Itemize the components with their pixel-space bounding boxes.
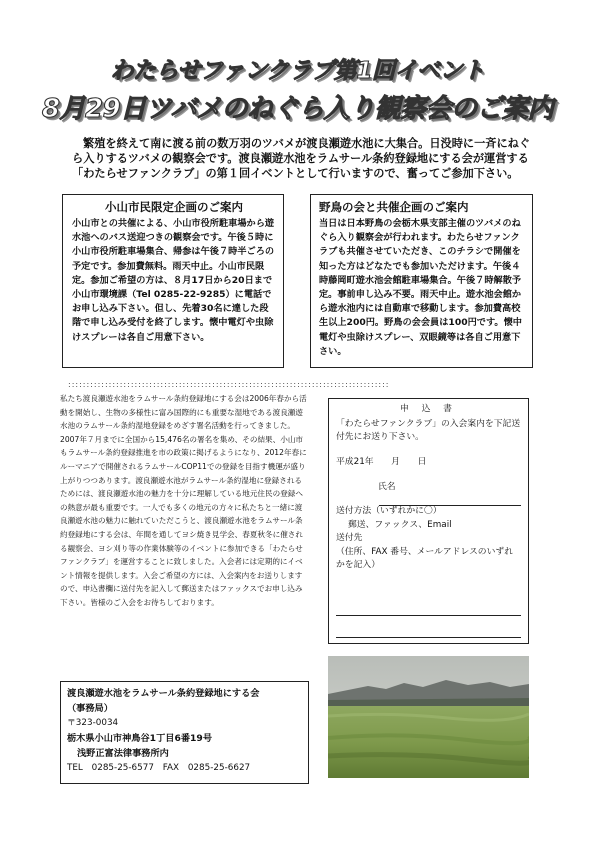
application-form — [328, 398, 529, 644]
wetland-photo — [328, 656, 529, 778]
oyama-event-body: 小山市との共催による、小山市役所駐車場から遊水池へのバス送迎つきの観察会です。午後５時に小山市役所駐車場集合、帰参は午後７時半ごろの予定です。参加費無料。雨天中止。小山市民限定。参加ご希望の方は、８月17日から20日まで小山市環境課（Tel 0285-22-9285）に電話でお申し込み下さい。但し、先着30名に達した段階で申し込み受付を終了します。懐中電灯や虫除けスプレーは各自ご用意下さい。 — [72, 218, 275, 343]
destination-line-1[interactable] — [336, 615, 521, 616]
oyama-citizen-event-box — [62, 194, 284, 368]
form-name-label: 氏名 — [378, 482, 396, 493]
event-subtitle: 8月29日ツバメのねぐら入り観察会のご案内 — [41, 94, 554, 124]
wetland-landscape-image — [328, 656, 529, 778]
dotted-divider: ::::::::::::::::::::::::::::::::::::::::::::::::::::::::::::::::::::::::::::::::::::::: — [68, 380, 390, 389]
postal-code: 〒323-0034 — [67, 718, 119, 728]
bird-event-heading: 野鳥の会と共催企画のご案内 — [319, 200, 469, 214]
form-date-field[interactable]: 平成21年 月 日 — [336, 456, 427, 467]
body-paragraph: 私たち渡良瀬遊水池をラムサール条約登録地にする会は2006年春から活動を開始し、生物の多様性に富み国際的にも重要な湿地である渡良瀬遊水池のラムサール条約湿地登録をめざす署名活動を行ってきました。2007年７月までに全国から15,476名の署名を集め、その結果、小山市もラムサール条約登録推進を市の政策に掲げるようになり、2012年春にルーマニアで開催されるラムサールCOP11での登録を目指す機運が盛り上がりつつあります。渡良瀬遊水池がラムサール条約湿地に登録されるためには、渡良瀬遊水池の魅力を十分に理解している地元住民の登録への熱意が最も重要です。一人でも多くの地元の方々に私たちと一緒に渡良瀬遊水池の魅力に触れていただこうと、渡良瀬遊水池をラムサール条約登録地にする会は、年間を通してヨシ焼き見学会、春夏秋冬に催される観察会、ヨシ刈り等の作業体験等のイベントに参加できる「わたらせファンクラブ」を運営することに致しました。入会者には定期的にイベント情報を提供します。入会ご希望の方には、入会案内をお送りしますので、申込書欄に送付先を記入して郵送またはファックスでお申し込み下さい。皆様のご入会をお待ちしております。 — [60, 394, 307, 607]
secretariat-label: （事務局） — [67, 703, 113, 714]
send-method-options[interactable]: 郵送、ファックス、Email — [348, 519, 452, 530]
form-heading: 申 込 書 — [400, 404, 457, 414]
phone-fax: TEL 0285-25-6577 FAX 0285-25-6627 — [67, 763, 251, 773]
organization-name: 渡良瀬遊水池をラムサール条約登録地にする会 — [67, 688, 260, 699]
form-note: 「わたらせファンクラブ」の入会案内を下記送付先にお送り下さい。 — [336, 418, 521, 443]
destination-label: 送付先 — [336, 533, 363, 544]
bird-event-body: 当日は日本野鳥の会栃木県支部主催のツバメのねぐら入り観察会が行われます。わたらせファンクラブも共催させていただき、このチラシで開催を知った方はどなたでも参加いただけます。午後４時藤岡町遊水池会館駐車場集合。午後７時解散予定。事前申し込み不要。雨天中止。遊水池会館から遊水池内には自動車で移動します。参加費高校生以上200円。野鳥の会会員は100円です。懐中電灯や虫除けスプレー、双眼鏡等は各自ご用意下さい。 — [319, 218, 522, 357]
intro-paragraph: 繁殖を終えて南に渡る前の数万羽のツバメが渡良瀬遊水池に大集合。日没時に一斉にねぐら入りするツバメの観察会です。渡良瀬遊水池をラムサール条約登録地にする会が運営する「わたらせファンクラブ」の第１回イベントとして行いますので、奮ってご参加下さい。 — [72, 137, 531, 180]
event-title: わたらせファンクラブ第1回イベント — [110, 58, 485, 84]
office-address: 栃木県小山市神鳥谷1丁目6番19号 — [67, 733, 213, 744]
destination-line-2[interactable] — [336, 637, 521, 638]
secretariat-info-box — [60, 681, 309, 784]
send-method-label: 送付方法（いずれかに〇） — [336, 505, 442, 516]
law-office-name: 浅野正富法律事務所内 — [77, 748, 169, 759]
destination-note: （住所、FAX 番号、メールアドレスのいずれかを記入） — [336, 546, 513, 571]
oyama-event-heading: 小山市民限定企画のご案内 — [105, 200, 243, 214]
bird-society-event-box — [310, 194, 533, 368]
name-underline[interactable] — [379, 505, 521, 506]
